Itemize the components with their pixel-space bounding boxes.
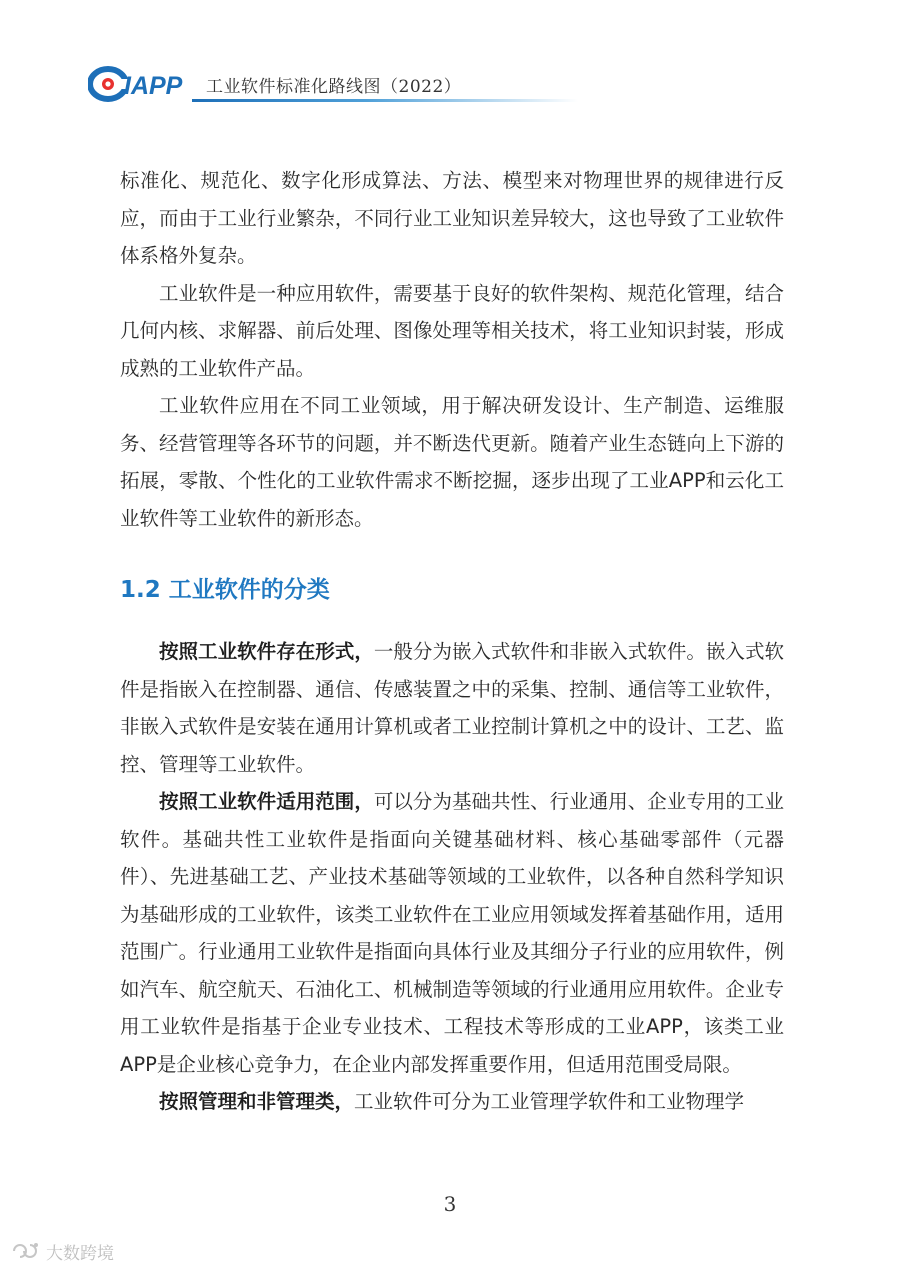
document-body: [120, 162, 784, 1121]
paragraph-lead: 按照工业软件存在形式，: [159, 640, 374, 663]
paragraph-classification-scope: [120, 783, 784, 1083]
watermark: [8, 1238, 114, 1264]
page-header: [88, 62, 508, 106]
paragraph-intro-3: 工业软件应用在不同工业领域，用于解决研发设计、生产制造、运维服务、经营管理等各环节的问题，并不断迭代更新。随着产业生态链向上下游的拓展，零散、个性化的工业软件需求不断挖掘，逐步出现了工业APP和云化工业软件等工业软件的新形态。: [120, 394, 784, 530]
header-rule: [192, 99, 578, 102]
watermark-logo-icon: [8, 1239, 42, 1263]
paragraph-text: 工业软件可分为工业管理学软件和工业物理学: [354, 1090, 745, 1113]
paragraph-text: 一般分为嵌入式软件和非嵌入式软件。嵌入式软件是指嵌入在控制器、通信、传感装置之中的采集、控制、通信等工业软件，非嵌入式软件是安装在通用计算机或者工业控制计算机之中的设计、工艺、监控、管理等工业软件。: [120, 640, 784, 776]
paragraph-intro-1: 标准化、规范化、数字化形成算法、方法、模型来对物理世界的规律进行反应，而由于工业行业繁杂，不同行业工业知识差异较大，这也导致了工业软件体系格外复杂。: [120, 169, 784, 267]
paragraph-lead: 按照管理和非管理类，: [159, 1090, 355, 1113]
paragraph-lead: 按照工业软件适用范围，: [159, 790, 374, 813]
paragraph-classification-form: [120, 633, 784, 783]
section-heading: 1.2 工业软件的分类: [120, 577, 330, 603]
paragraph-text: 可以分为基础共性、行业通用、企业专用的工业软件。基础共性工业软件是指面向关键基础材料、核心基础零部件（元器件）、先进基础工艺、产业技术基础等领域的工业软件，以各种自然科学知识为基础形成的工业软件，该类工业软件在工业应用领域发挥着基础作用，适用范围广。行业通用工业软件是指面向具体行业及其细分子行业的应用软件，例如汽车、航空航天、石油化工、机械制造等领域的行业通用应用软件。企业专用工业软件是指基于企业专业技术、工程技术等形成的工业APP，该类工业APP是企业核心竞争力，在企业内部发挥重要作用，但适用范围受局限。: [120, 790, 784, 1076]
paragraph-classification-management: [120, 1083, 784, 1121]
watermark-text: 大数跨境: [46, 1243, 114, 1264]
ciapp-logo: [88, 66, 198, 102]
page-number: 3: [443, 1192, 457, 1216]
header-title: 工业软件标准化路线图（2022）: [206, 77, 462, 97]
svg-text:IAPP: IAPP: [124, 72, 183, 100]
paragraph-intro-2: 工业软件是一种应用软件，需要基于良好的软件架构、规范化管理，结合几何内核、求解器、前后处理、图像处理等相关技术，将工业知识封装，形成成熟的工业软件产品。: [120, 281, 784, 380]
